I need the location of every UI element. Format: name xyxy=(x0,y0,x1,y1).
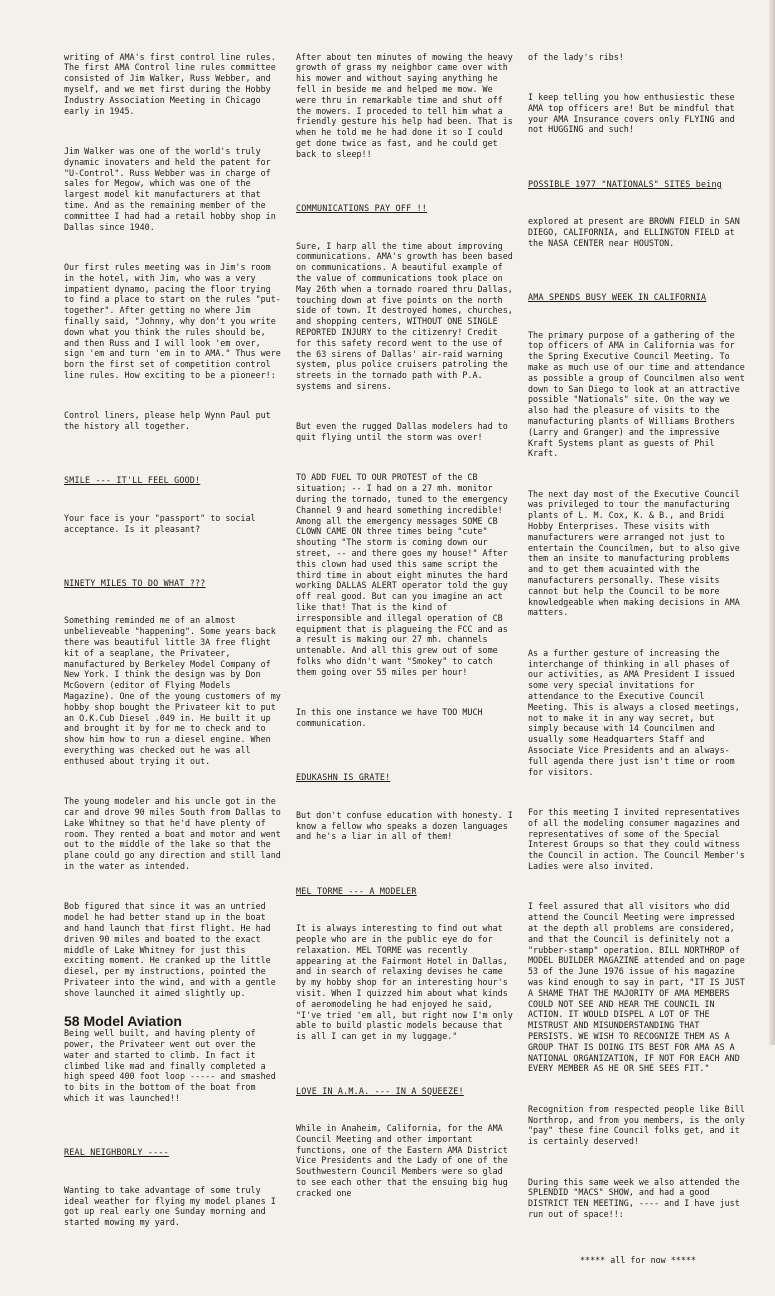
paragraph: I feel assured that all visitors who did attend the Council Meeting were impressed at the depth all problems are considered, and that the Council is definitely not a "rubber-stamp" operation. BILL NORTHROP of MODEL BUILDER MAGAZINE attended and on page 53 of the June 1976 issue of his magazine was kind enough to say in part, "IT IS JUST A SHAME THAT THE MAJORITY OF AMA MEMBERS COULD NOT SEE AND HEAR THE COUNCIL IN ACTION. IT WOULD DISPEL A LOT OF THE MISTRUST AND MISUNDERSTANDING THAT PERSISTS. WE WISH TO RECOGNIZE THEM AS A GROUP THAT IS DOING ITS BEST FOR AMA AS A NATIONAL ORGANIZATION, IF NOT FOR EACH AND EVERY MEMBER AS HE OR SHE SEES FIT." xyxy=(528,901,750,1074)
column-right xyxy=(528,30,748,1296)
section-heading: SMILE --- IT'LL FEEL GOOD! xyxy=(64,475,201,486)
paragraph: Your face is your "passport" to social acceptance. Is it pleasant? xyxy=(64,512,261,534)
section-heading: MEL TORME --- A MODELER xyxy=(296,885,417,896)
paragraph: Recognition from respected people like Bill Northrop, and from you members, is the only "pay" these fine Council folks get, and it is certainly deserved! xyxy=(528,1103,750,1147)
sign-off: ***** all for now ***** xyxy=(580,1255,696,1266)
page-number: 58 xyxy=(64,1013,80,1029)
paragraph: explored at present are BROWN FIELD in SAN DIEGO, CALIFORNIA, and ELLINGTON FIELD at the NASA CENTER near HOUSTON. xyxy=(528,216,745,248)
paragraph: The next day most of the Executive Council was privileged to tour the manufacturing plants of L. M. Cox, K. & B., and Bridi Hobby Enterprises. These visits with manufacturers were arranged not just to entertain the Councilmen, but to also give them an insite to manufacturing problems and to get them acuainted with the manufacturers personally. These visits cannot but help the Council to be more knowledgeable when making decisions in AMA matters. xyxy=(528,488,745,618)
section-heading: AMA SPENDS BUSY WEEK IN CALIFORNIA xyxy=(528,292,707,303)
section-heading: NINETY MILES TO DO WHAT ??? xyxy=(64,578,206,589)
paragraph: Being well built, and having plenty of power, the Privateer went out over the water and started to climb. In fact it climbed like mad and finally completed a high speed 400 foot loop ----- and smashed to bits in the bottom of the boat from which it was launched!! xyxy=(64,1028,281,1103)
paragraph: Something reminded me of an almost unbelieveable "happening". Some years back there was beautiful little 3A free flight kit of a seaplane, the Privateer, manufactured by Berkeley Model Company of New York. I think the design was by Don McGovern (editor of Flying Models Magazine). One of the young customers of my hobby shop bought the Privateer kit to put an O.K.Cub Diesel .049 in. He built it up and brought it by for me to check and to show him how to run a diesel engine. When everything was checked out he was all enthused about trying it out. xyxy=(64,615,286,766)
paragraph: I keep telling you how enthusiestic these AMA top officers are! But be mindful that your AMA Insurance covers only FLYING and not HUGGING and such! xyxy=(528,91,740,135)
paragraph: TO ADD FUEL TO OUR PROTEST of the CB situation; -- I had on a 27 mh. monitor during the tornado, tuned to the emergency Channel 9 and heard something incredible! Among all the emergency messages SOME CB CLOWN CAME ON three times being "cute" shouting "The storm is coming down our street, -- and there goes my house!" After this clown had used this same script the third time in about eight minutes the hard working DALLAS ALERT operator told the guy off real good. But can you imagine an act like that! That is the kind of irresponsible and illegal operation of CB equipment that is plagueing the FCC and as a result is making our 27 mh. channels untenable. And all this grew out of some folks who didn't want "Smokey" to catch them going over 55 miles per hour! xyxy=(296,472,513,677)
section-heading: REAL NEIGHBORLY ---- xyxy=(64,1147,169,1158)
paragraph: The primary purpose of a gathering of the top officers of AMA in California was for the Spring Executive Council Meeting. To make as much use of our time and attendance as possible a group of Councilmen also went down to San Diego to look at an attractive possible "Nationals" site. On the way we also had the pleasure of visits to the manufacturing plants of Williams Brothers (Larry and Granger) and the impressive Kraft Systems plant as guests of Phil Kraft. xyxy=(528,329,750,459)
paragraph: Jim Walker was one of the world's truly dynamic inovaters and held the patent for "U-Control". Russ Webber was in charge of sales for Megow, which was one of the largest model kit manufacturers at that time. And as the remaining member of the committee I had had a retail hobby shop in Dallas since 1940. xyxy=(64,145,281,232)
paragraph: In this one instance we have TOO MUCH communication. xyxy=(296,707,488,729)
scan-edge-shadow xyxy=(769,0,775,1045)
paragraph: writing of AMA's first control line rules. The first AMA Control line rules committee consisted of Jim Walker, Russ Webber, and myself, and we met first during the Hobby Industry Association Meeting in Chicago early in 1945. xyxy=(64,51,281,116)
paragraph: For this meeting I invited representatives of all the modeling consumer magazines and representatives of some of the Special Interest Groups so that they could witness the Council in action. The Council Member's Ladies were also invited. xyxy=(528,807,750,871)
paragraph: After about ten minutes of mowing the heavy growth of grass my neighbor came over with his mower and without saying anything he fell in beside me and helped me mow. We were thru in remarkable time and shut off the mowers. I proceded to tell him what a friendly gesture his help had been. That is when he told me he had done it so I could get done twice as fast, and he could get back to sleep!! xyxy=(296,51,518,159)
paragraph: The young modeler and his uncle got in the car and drove 90 miles South from Dallas to Lake Whitney so that he'd have plenty of room. They rented a boat and motor and went out to the middle of the lake so that the plane could go any direction and still land in the water as intended. xyxy=(64,796,286,871)
paragraph: It is always interesting to find out what people who are in the public eye do for relaxation. MEL TORME was recently appearing at the Fairmont Hotel in Dallas, and in search of relaxing devises he came by my hobby shop for an interesting hour's visit. When I quizzed him about what kinds of aeromodeling he had enjoyed he said, "I've tried 'em all, but right now I'm only able to build plastic models because that is all I can get in my luggage." xyxy=(296,923,518,1042)
paragraph: Bob figured that since it was an untried model he had better stand up in the boat and hand launch that first flight. He had driven 90 miles and boated to the exact middle of Lake Whitney for just this exciting moment. He cranked up the little diesel, per my instructions, pointed the Privateer into the wind, and with a gentle shove launched it aimed slightly up. xyxy=(64,901,281,998)
paragraph: Sure, I harp all the time about improving communications. AMA's growth has been based on communications. A beautiful example of the value of communications took place on May 26th when a tornado roared thru Dallas, touching down at five points on the north side of town. It destroyed homes, churches, and shopping centers, WITHOUT ONE SINGLE REPORTED INJURY to the citizenry! Credit for this safety record went to the use of the 63 sirens of Dallas' air-raid warning system, plus police cruisers patroling the streets in the tornado path with P.A. systems and sirens. xyxy=(296,240,518,391)
paragraph: As a further gesture of increasing the interchange of thinking in all phases of our activities, as AMA President I issued some very special invitations for attendance to the Executive Council Meeting. This is always a closed meetings, not to make it in any way secret, but simply because with 14 Councilmen and usually some Headquarters Staff and Associate Vice Presidents and an always-full agenda there just isn't time or room for visitors. xyxy=(528,647,745,777)
page-footer xyxy=(64,1013,182,1029)
paragraph: Our first rules meeting was in Jim's room in the hotel, with Jim, who was a very impatient dynamo, pacing the floor trying to find a place to start on the rules "put-together". After getting no where Jim finally said, "Johnny, why don't you write down what you think the rules should be, and then Russ and I will look 'em over, sign 'em and turn 'em in to AMA." Thus were born the first set of competition control line rules. How exciting to be a pioneer!: xyxy=(64,261,286,380)
column-left xyxy=(64,30,284,1257)
section-heading: EDUKASHN IS GRATE! xyxy=(296,772,391,783)
magazine-name: Model Aviation xyxy=(83,1013,182,1029)
paragraph: While in Anaheim, California, for the AMA Council Meeting and other important functions, one of the Eastern AMA District Vice Presidents and the Lady of one of the Southwestern Council Members were so glad to see each other that the ensuing big hug cracked one xyxy=(296,1122,513,1198)
paragraph: of the lady's ribs! xyxy=(528,51,624,62)
paragraph: During this same week we also attended the SPLENDID "MACS" SHOW, and had a good DISTRICT TEN MEETING, ---- and I have just run out of space!!: xyxy=(528,1176,745,1219)
paragraph: Wanting to take advantage of some truly ideal weather for flying my model planes I got up real early one Sunday morning and started mowing my yard. xyxy=(64,1184,281,1228)
section-heading: COMMUNICATIONS PAY OFF !! xyxy=(296,203,428,214)
section-heading: LOVE IN A.M.A. --- IN A SQUEEZE! xyxy=(296,1085,464,1096)
column-middle xyxy=(296,30,516,1228)
paragraph: Control liners, please help Wynn Paul put the history all together. xyxy=(64,410,276,432)
paragraph: But don't confuse education with honesty. I know a fellow who speaks a dozen languages and he's a liar in all of them! xyxy=(296,809,518,842)
section-heading: POSSIBLE 1977 "NATIONALS" SITES being xyxy=(528,178,722,189)
paragraph: But even the rugged Dallas modelers had to quit flying until the storm was over! xyxy=(296,421,513,443)
